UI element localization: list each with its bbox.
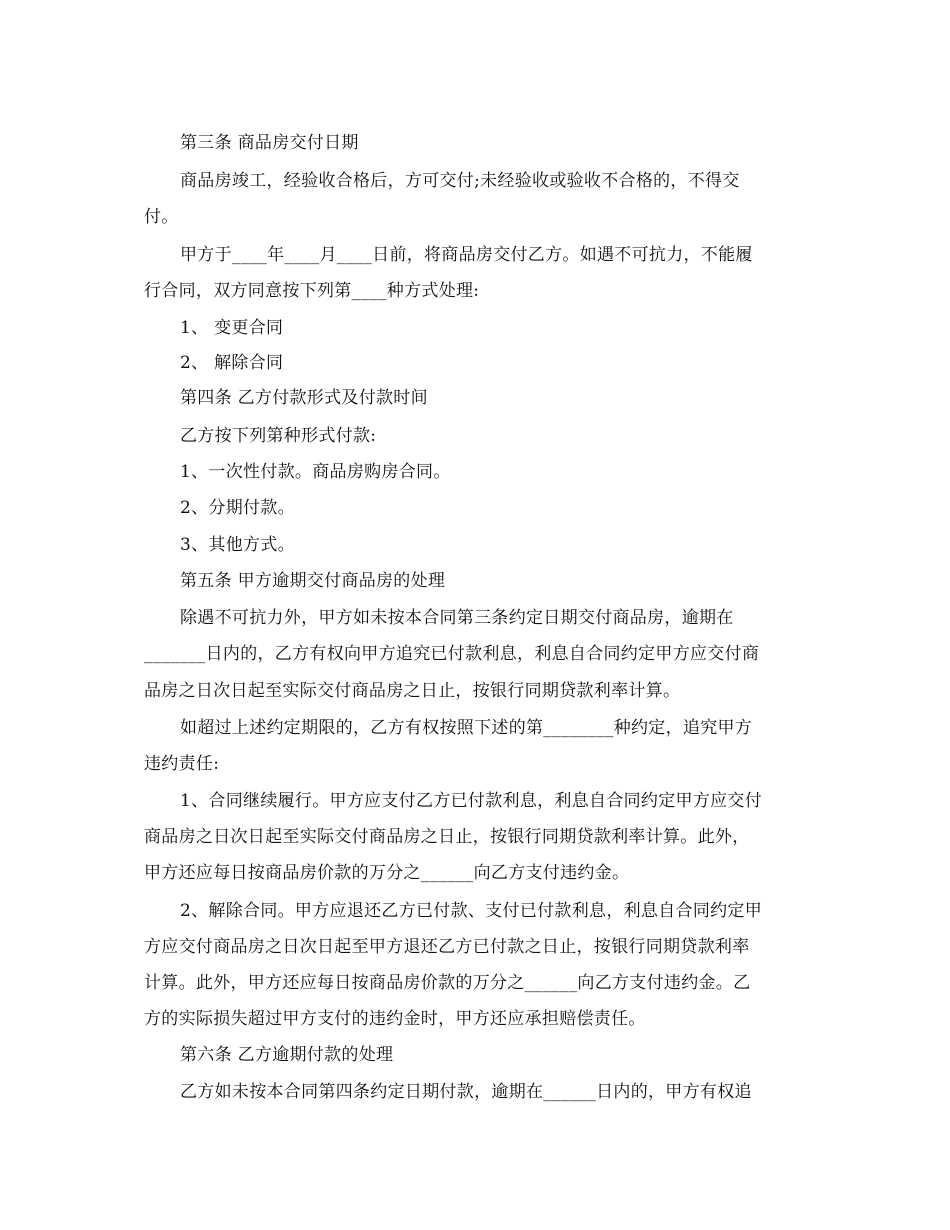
- article-3-heading: 第三条 商品房交付日期: [180, 133, 359, 153]
- paragraph-line: 计算。此外，甲方还应每日按商品房价款的万分之______向乙方支付违约金。乙: [144, 973, 751, 993]
- paragraph-line: 品房之日次日起至实际交付商品房之日止，按银行同期贷款利率计算。: [144, 681, 681, 701]
- paragraph-line: 商品房之日次日起至实际交付商品房之日止，按银行同期贷款利率计算。此外，: [144, 827, 750, 847]
- paragraph-line: 乙方按下列第种形式付款:: [180, 426, 377, 446]
- paragraph-line: 商品房竣工，经验收合格后，方可交付;未经验收或验收不合格的，不得交: [180, 171, 740, 191]
- paragraph-line: 甲方于____年____月____日前，将商品房交付乙方。如遇不可抗力，不能履: [180, 245, 753, 265]
- paragraph-line: 违约责任:: [144, 754, 220, 774]
- paragraph-line: 行合同，双方同意按下列第____种方式处理:: [144, 281, 480, 301]
- paragraph-line: 付。: [144, 207, 179, 227]
- list-item: 3、其他方式。: [180, 535, 295, 555]
- article-6-heading: 第六条 乙方逾期付款的处理: [180, 1045, 394, 1065]
- paragraph-line: 甲方还应每日按商品房价款的万分之______向乙方支付违约金。: [144, 863, 630, 883]
- paragraph-line: _______日内的，乙方有权向甲方追究已付款利息，利息自合同约定甲方应交付商: [144, 644, 760, 664]
- paragraph-line: 2、解除合同。甲方应退还乙方已付款、支付已付款利息，利息自合同约定甲: [180, 901, 763, 921]
- paragraph-line: 1、合同继续履行。甲方应支付乙方已付款利息，利息自合同约定甲方应交付: [180, 791, 763, 811]
- list-item: 2、分期付款。: [180, 498, 295, 518]
- paragraph-line: 除遇不可抗力外，甲方如未按本合同第三条约定日期交付商品房，逾期在: [180, 608, 734, 628]
- article-4-heading: 第四条 乙方付款形式及付款时间: [180, 388, 428, 408]
- paragraph-line: 方的实际损失超过甲方支付的违约金时，甲方还应承担赔偿责任。: [144, 1009, 646, 1029]
- paragraph-line: 如超过上述约定期限的，乙方有权按照下述的第________种约定，追究甲方: [180, 718, 753, 738]
- paragraph-line: 乙方如未按本合同第四条约定日期付款，逾期在______日内的，甲方有权追: [180, 1082, 752, 1102]
- list-item: 1、一次性付款。商品房购房合同。: [180, 462, 451, 482]
- paragraph-line: 方应交付商品房之日次日起至甲方退还乙方已付款之日止，按银行同期贷款利率: [144, 937, 750, 957]
- article-5-heading: 第五条 甲方逾期交付商品房的处理: [180, 571, 446, 591]
- list-item: 2、 解除合同: [180, 353, 284, 373]
- list-item: 1、 变更合同: [180, 318, 284, 338]
